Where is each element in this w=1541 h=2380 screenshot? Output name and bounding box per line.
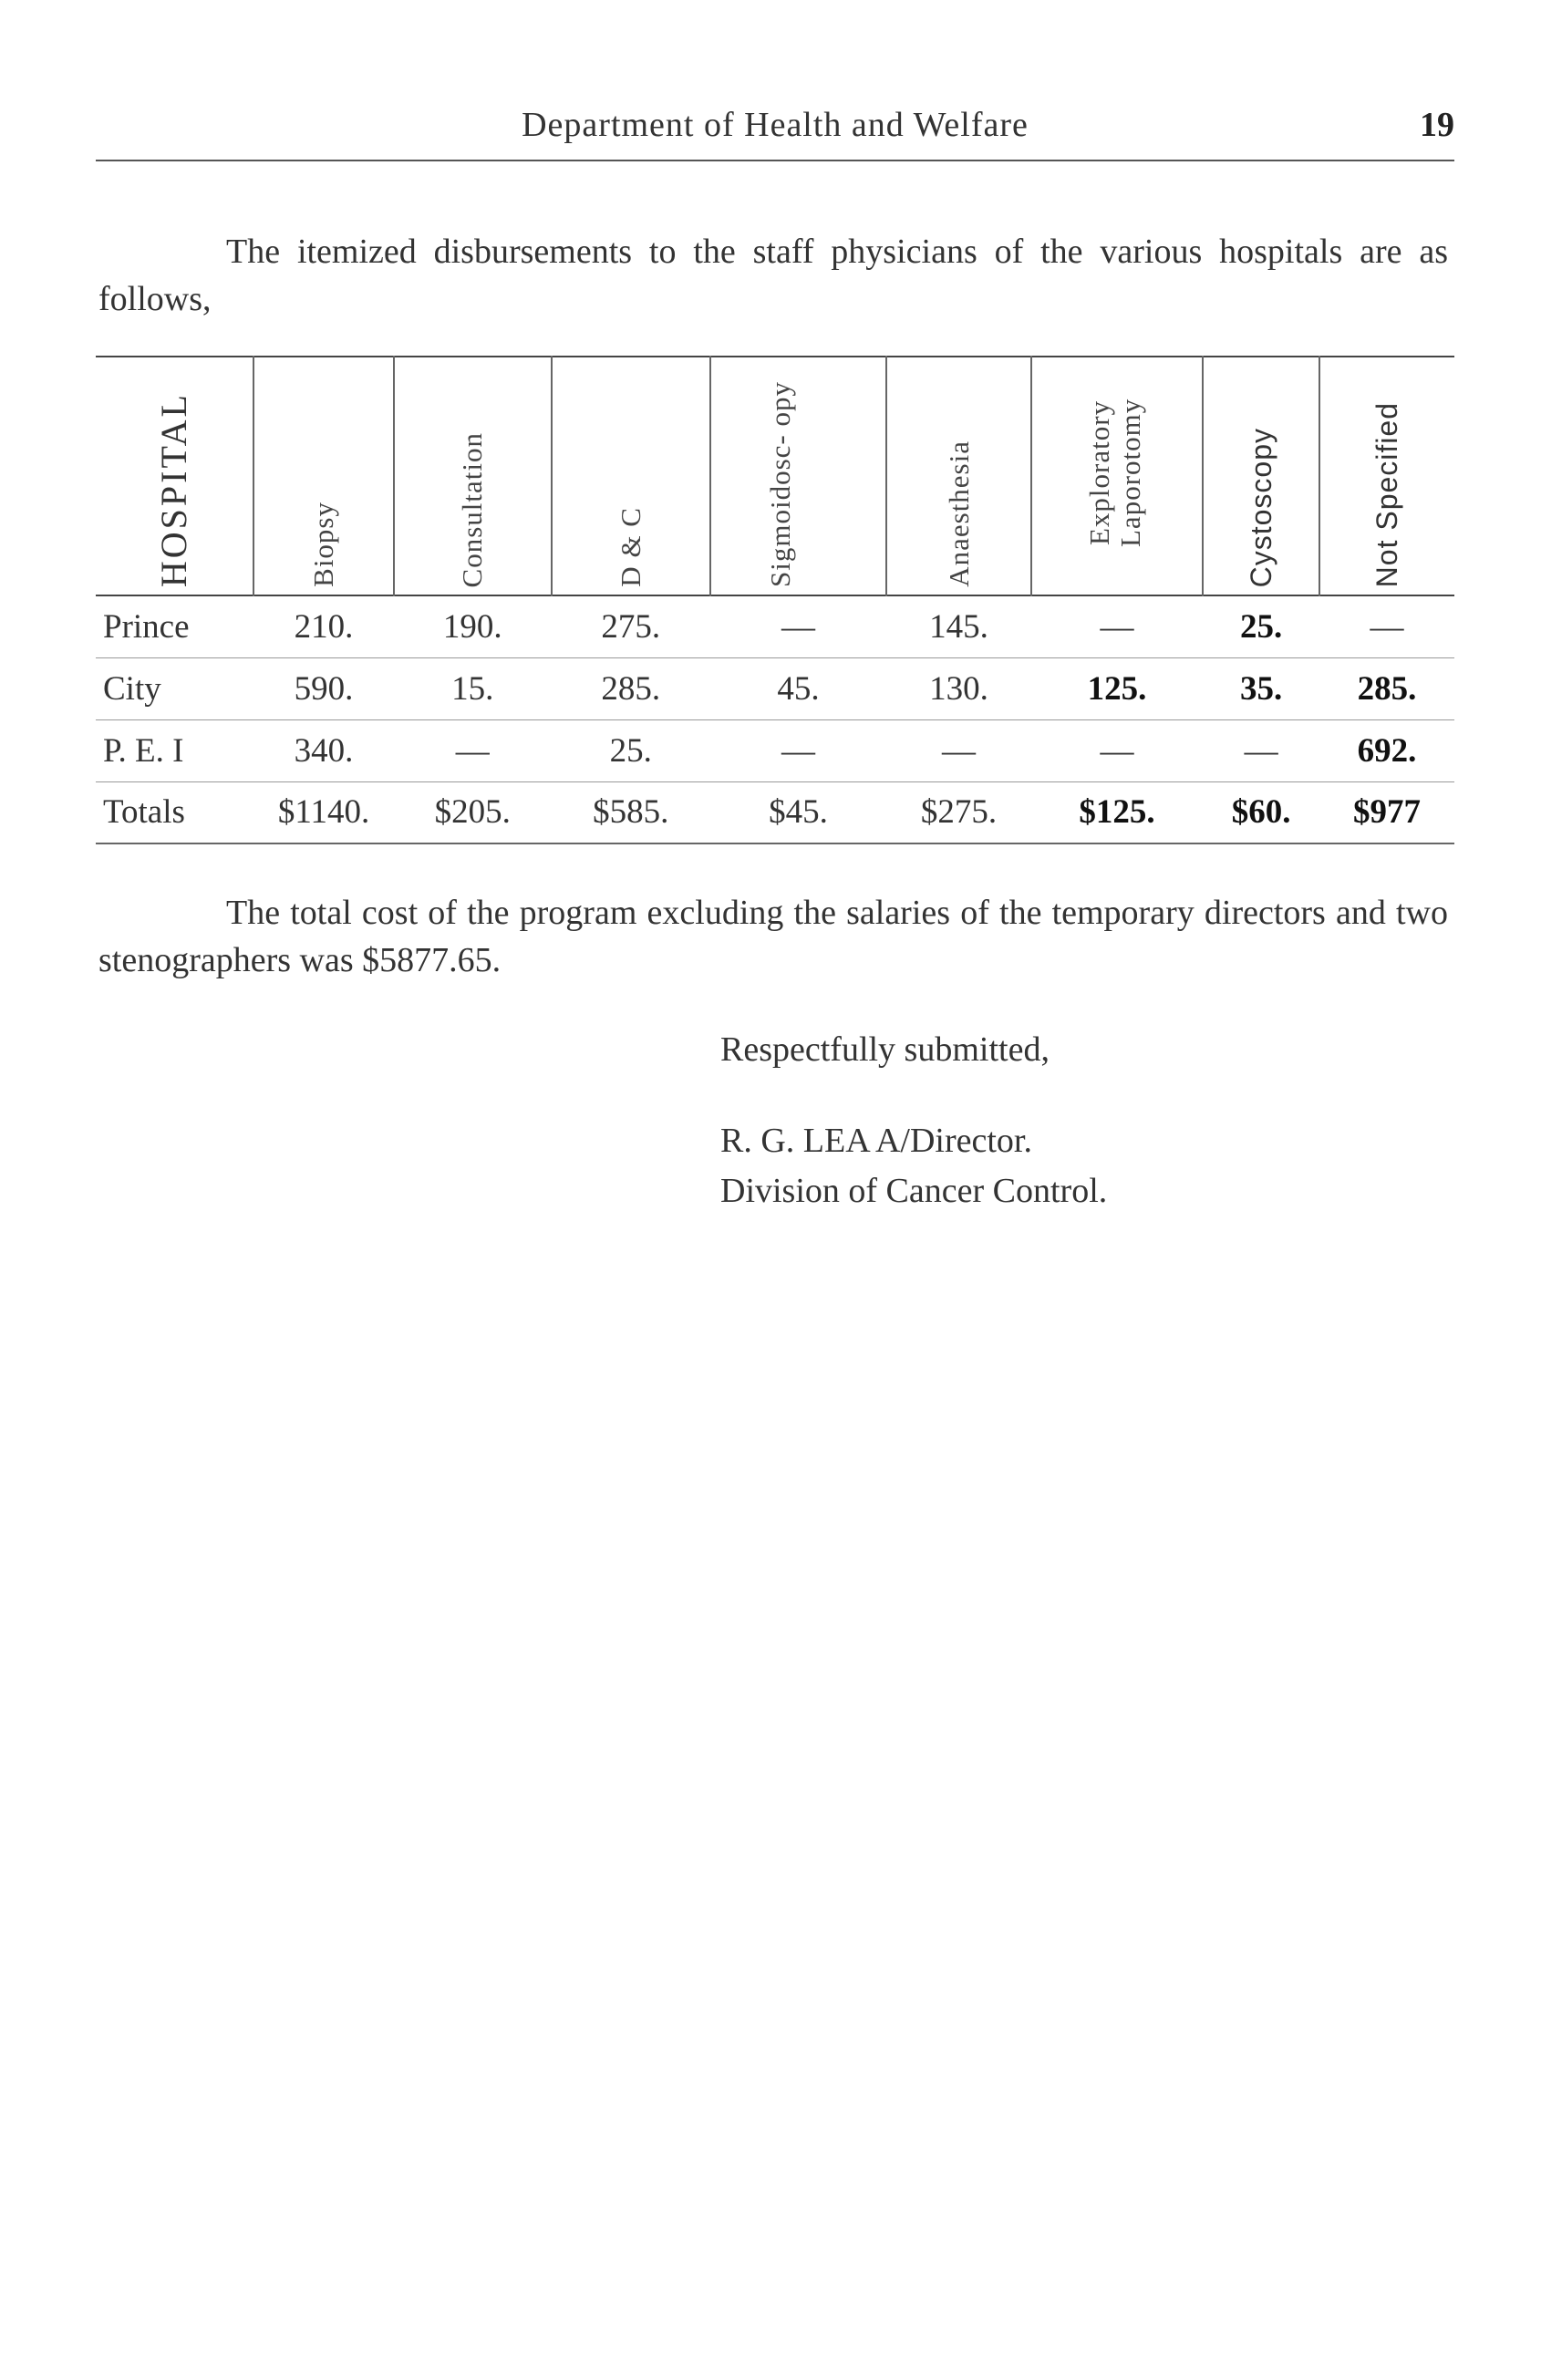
table-row-totals (96, 781, 1454, 843)
table-cell: 340. (294, 731, 354, 770)
col-header-sigmoidoscopy (710, 357, 887, 595)
col-header-label: Cystoscopy (1245, 427, 1278, 587)
row-label: City (103, 669, 161, 708)
table-cell: $205. (434, 793, 511, 832)
table-row (96, 657, 1454, 719)
table-cell: 145. (929, 607, 988, 646)
table-cell: 190. (442, 607, 502, 646)
col-header-label: Sigmoidosc- opy (764, 381, 797, 587)
table-cell: $275. (920, 793, 998, 832)
col-header-cystoscopy (1203, 357, 1319, 595)
table-cell: — (1370, 607, 1404, 646)
table-cell: — (1244, 731, 1278, 770)
table-cell: 692. (1357, 731, 1417, 770)
table-cell: 125. (1087, 669, 1147, 708)
table-cell: $1140. (277, 793, 370, 832)
running-header (96, 105, 1454, 161)
table-cell: 285. (1357, 669, 1417, 708)
disbursements-table (96, 356, 1454, 844)
running-title: Department of Health and Welfare (522, 106, 1029, 144)
table-cell: — (1100, 731, 1134, 770)
closing-text: The total cost of the program excluding the salaries of the temporary directors and two stenographers was $5877.65. (98, 894, 1448, 979)
table-cell: 285. (601, 669, 661, 708)
row-label: P. E. I (103, 731, 184, 770)
col-header-d-and-c (552, 357, 709, 595)
page-number: 19 (1420, 106, 1454, 144)
table-cell: $45. (769, 793, 828, 832)
col-header-hospital (96, 357, 253, 595)
table-cell: — (1100, 607, 1134, 646)
signature-division: Division of Cancer Control. (720, 1172, 1108, 1210)
table-cell: $60. (1231, 793, 1291, 832)
col-header-not-specified (1319, 357, 1454, 595)
col-header-label: Biopsy (307, 502, 340, 587)
table-cell: 15. (451, 669, 494, 708)
table-cell: 25. (609, 731, 652, 770)
signoff: Respectfully submitted, (720, 1030, 1050, 1069)
col-header-label: Anaesthesia (942, 440, 975, 587)
table-cell: — (781, 607, 815, 646)
signature-name: R. G. LEA A/Director. (720, 1122, 1032, 1160)
table-row (96, 719, 1454, 781)
intro-paragraph (98, 228, 1448, 323)
row-label: Totals (103, 793, 185, 832)
table-cell: 275. (601, 607, 661, 646)
table-cell: 590. (294, 669, 354, 708)
table-cell: $125. (1079, 793, 1155, 832)
table-row (96, 595, 1454, 657)
table-cell: 25. (1240, 607, 1283, 646)
col-header-label: HOSPITAL (153, 391, 195, 587)
row-label: Prince (103, 607, 190, 646)
table-header-row (96, 357, 1454, 595)
intro-text: The itemized disbursements to the staff physicians of the various hospitals are as follows, (98, 233, 1448, 318)
col-header-exploratory-laporotomy (1031, 357, 1204, 595)
col-header-label: D & C (614, 507, 646, 587)
table-cell: — (942, 731, 976, 770)
col-header-biopsy (253, 357, 393, 595)
table-cell: 45. (777, 669, 820, 708)
table-cell: 35. (1240, 669, 1283, 708)
col-header-label: Exploratory Laporotomy (1082, 398, 1146, 547)
col-header-label: Not Specified (1370, 401, 1404, 587)
col-header-anaesthesia (886, 357, 1030, 595)
col-header-label: Consultation (456, 431, 489, 587)
table-cell: — (781, 731, 815, 770)
disbursements-table-wrapper (96, 356, 1454, 844)
col-header-consultation (394, 357, 552, 595)
table-cell: — (455, 731, 490, 770)
closing-paragraph (98, 889, 1448, 984)
table-cell: $977 (1352, 793, 1421, 832)
table-cell: $585. (593, 793, 669, 832)
table-cell: 210. (294, 607, 354, 646)
table-cell: 130. (929, 669, 988, 708)
